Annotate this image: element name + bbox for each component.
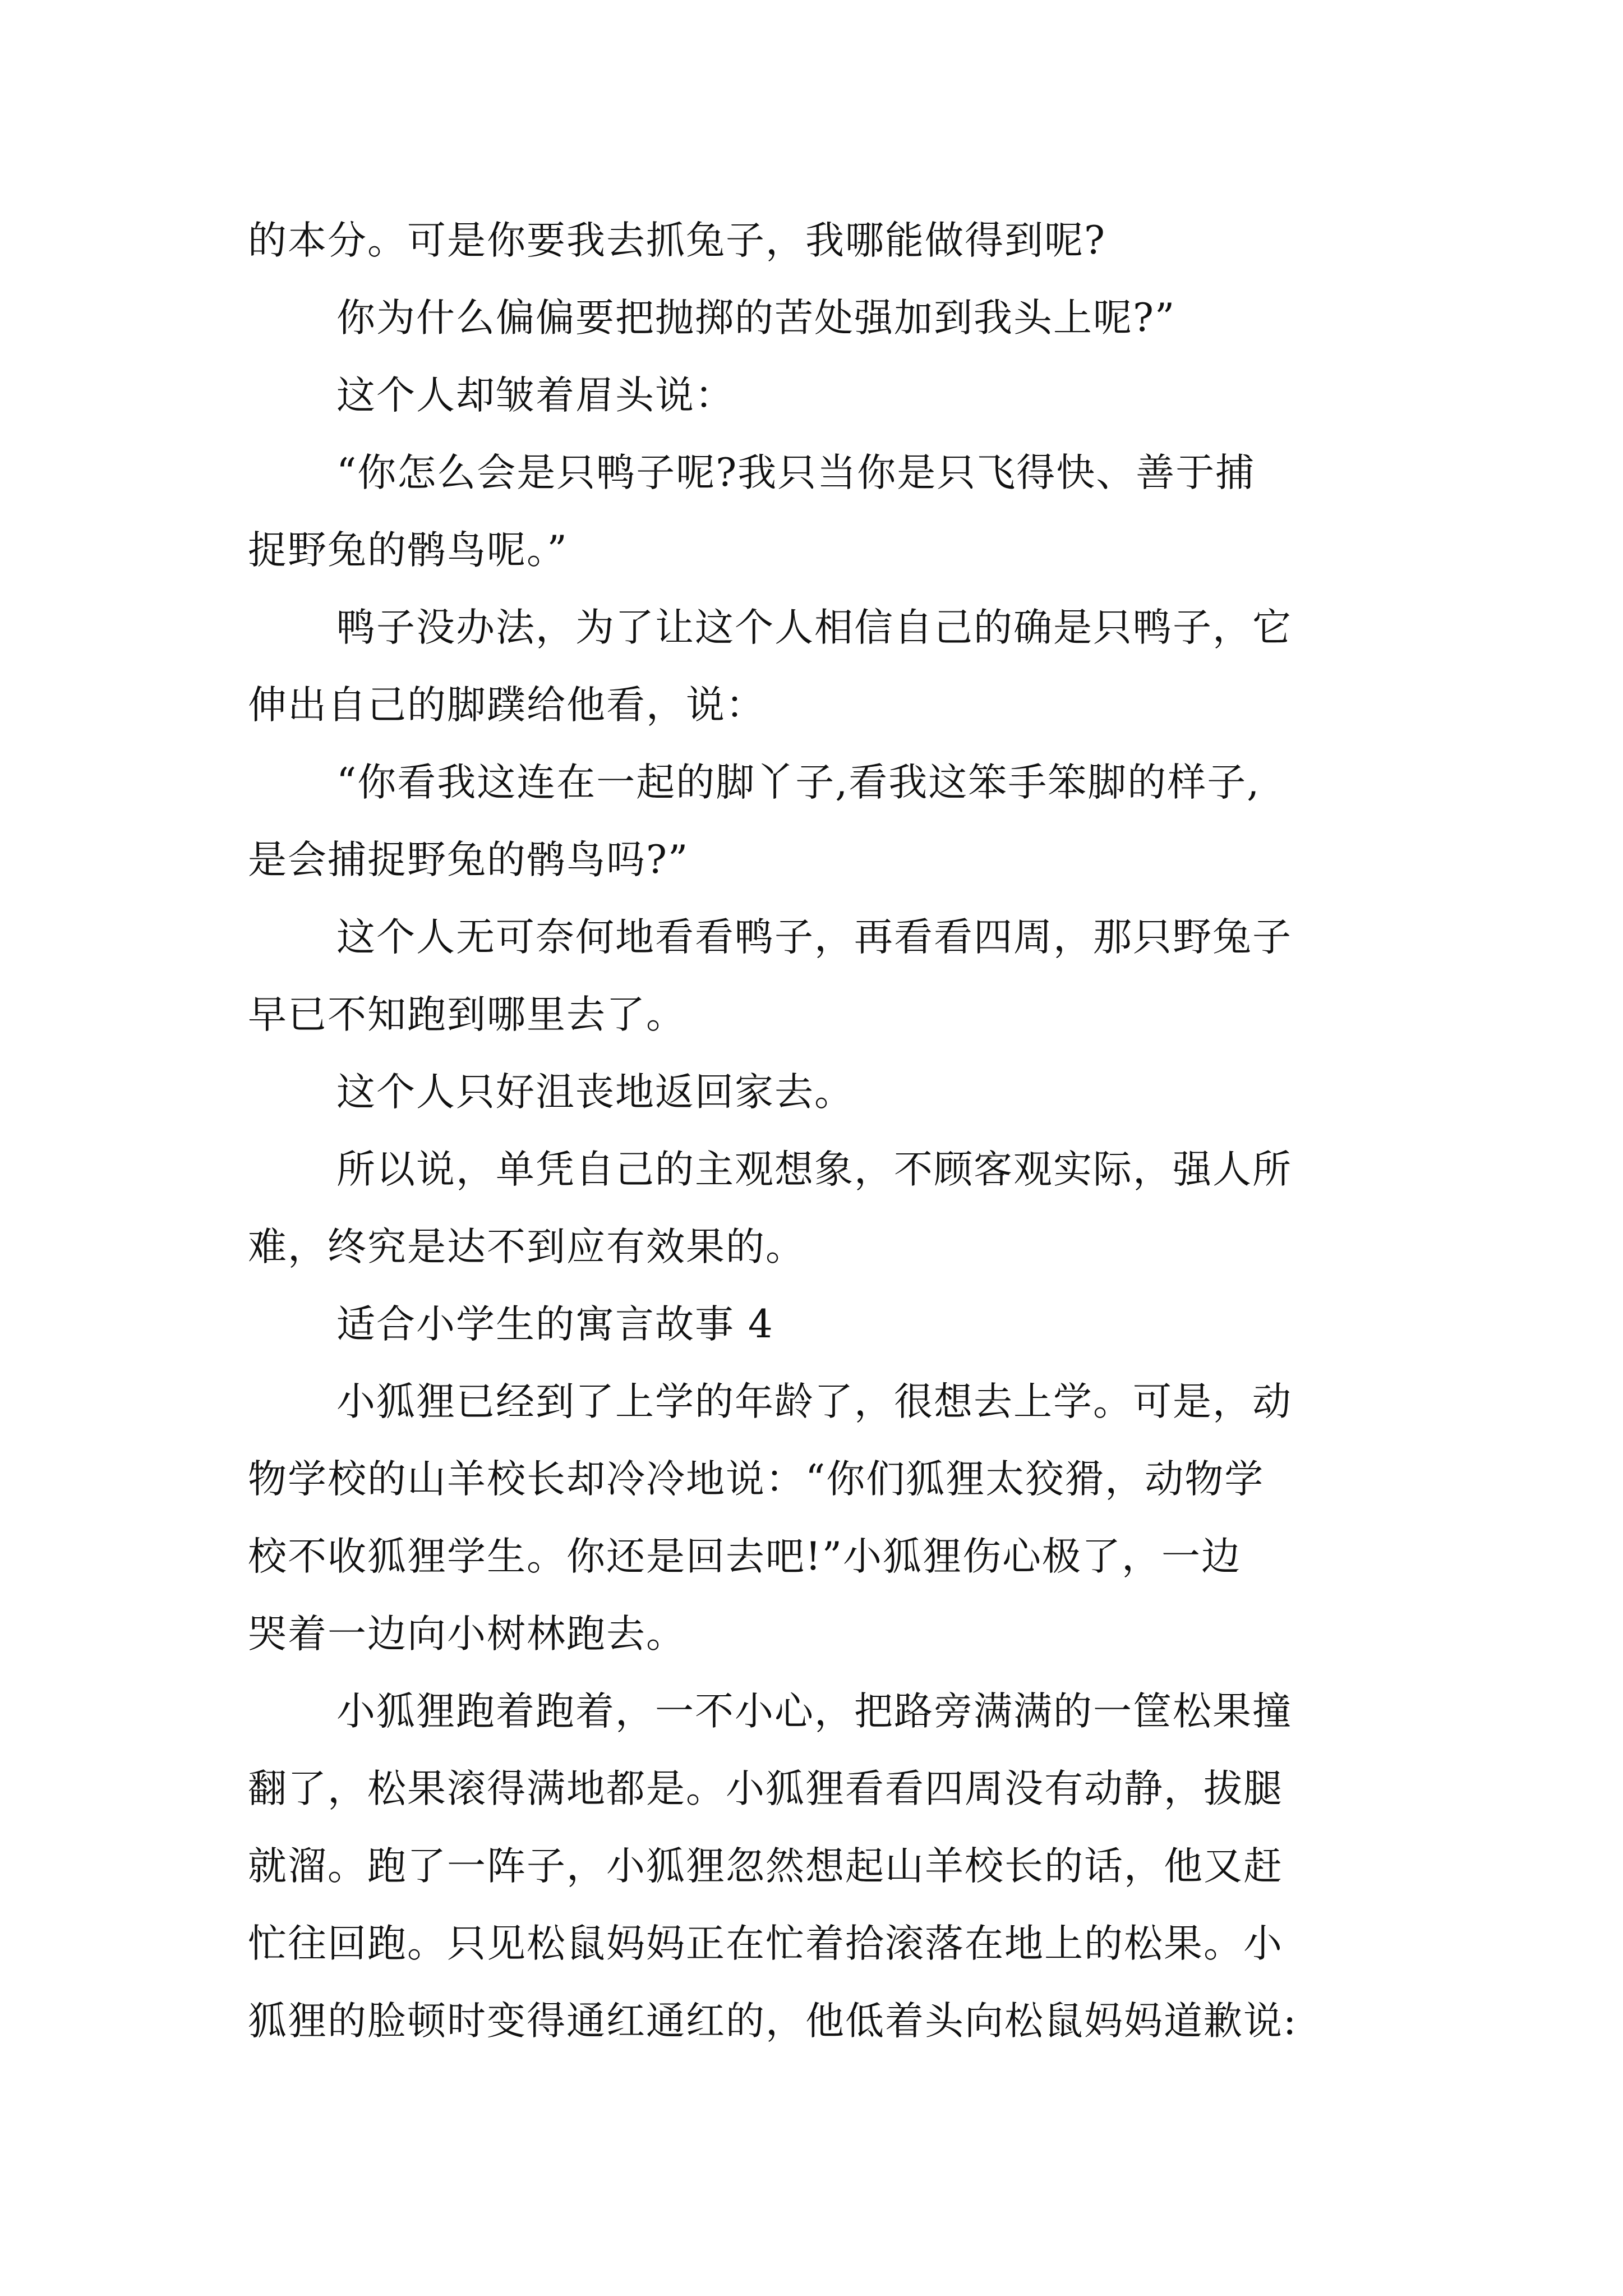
text-line: 忙往回跑。只见松鼠妈妈正在忙着拾滚落在地上的松果。小: [248, 1921, 1283, 1966]
text-line: 这个人却皱着眉头说：: [336, 373, 735, 418]
text-line: 伸出自己的脚蹼给他看，说：: [248, 683, 766, 728]
text-line: 难，终究是达不到应有效果的。: [248, 1225, 805, 1269]
story-text: [248, 202, 1392, 2060]
text-line: 小狐狸跑着跑着，一不小心，把路旁满满的一筐松果撞: [336, 1689, 1292, 1734]
text-line: 是会捕捉野兔的鹘鸟吗?”: [248, 838, 689, 882]
text-line: 小狐狸已经到了上学的年龄了，很想去上学。可是，动: [336, 1379, 1292, 1424]
text-line: 鸭子没办法，为了让这个人相信自己的确是只鸭子，它: [336, 605, 1292, 650]
section-heading: 适合小学生的寓言故事 4: [336, 1302, 774, 1347]
text-line: 就溜。跑了一阵子，小狐狸忽然想起山羊校长的话，他又赶: [248, 1844, 1283, 1889]
text-line: 的本分。可是你要我去抓兔子，我哪能做得到呢?: [248, 218, 1106, 263]
text-line: 翻了，松果滚得满地都是。小狐狸看看四周没有动静，拔腿: [248, 1766, 1283, 1811]
text-line: 捉野兔的鹘鸟呢。”: [248, 528, 568, 573]
text-line: 狐狸的脸顿时变得通红通红的，他低着头向松鼠妈妈道歉说:: [248, 1999, 1298, 2044]
text-line: 物学校的山羊校长却冷冷地说：“你们狐狸太狡猾，动物学: [248, 1457, 1265, 1502]
text-line: 所以说，单凭自己的主观想象，不顾客观实际，强人所: [336, 1147, 1292, 1192]
text-line: 校不收狐狸学生。你还是回去吧!”小狐狸伤心极了，一边: [248, 1534, 1242, 1579]
text-line: 哭着一边向小树林跑去。: [248, 1612, 686, 1657]
text-line: 早已不知跑到哪里去了。: [248, 992, 686, 1037]
text-line: “你看我这连在一起的脚丫子,看我这笨手笨脚的样子,: [336, 760, 1261, 805]
text-line: 你为什么偏偏要把抛掷的苦处强加到我头上呢?”: [336, 296, 1176, 341]
text-line: 这个人无可奈何地看看鸭子，再看看四周，那只野兔子: [336, 915, 1292, 960]
text-line: “你怎么会是只鸭子呢?我只当你是只飞得快、善于捕: [336, 450, 1256, 495]
text-line: 这个人只好沮丧地返回家去。: [336, 1070, 854, 1115]
